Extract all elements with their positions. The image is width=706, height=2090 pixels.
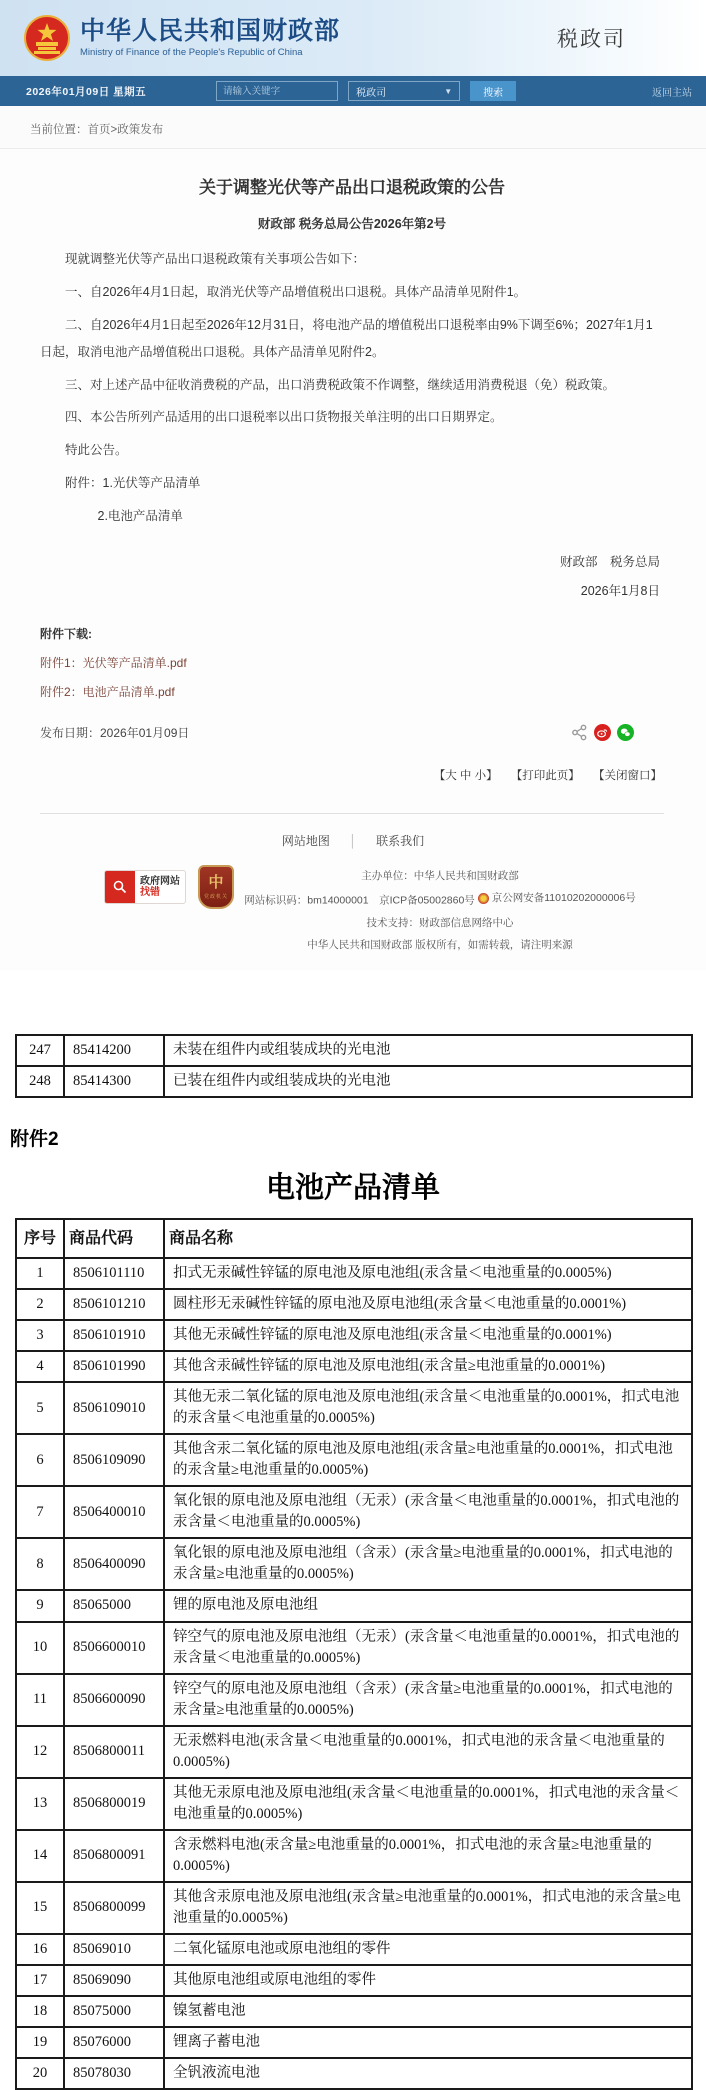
site-code-line: 网站标识码：bm14000001 京ICP备05002860号: [244, 894, 475, 907]
product-code: 85069010: [64, 1934, 164, 1965]
current-date: 2026年01月09日 星期五: [26, 85, 147, 98]
row-number: 2: [16, 1289, 64, 1320]
shield-badge-label: 党政机关: [203, 893, 228, 900]
product-code: 85414300: [64, 1066, 164, 1097]
share-icons: [571, 724, 664, 741]
footer-text: [234, 865, 646, 956]
table-row: [16, 1320, 692, 1351]
row-number: 7: [16, 1486, 64, 1538]
row-number: 20: [16, 2058, 64, 2089]
column-header: 商品名称: [164, 1219, 692, 1258]
table-row: [16, 1434, 692, 1486]
tech-support-line: 技术支持：财政部信息网络中心: [366, 916, 514, 929]
contact-link[interactable]: 联系我们: [376, 834, 425, 849]
table-row: [16, 2027, 692, 2058]
wechat-share-icon[interactable]: [617, 724, 634, 741]
search-input[interactable]: [216, 81, 338, 101]
footer-main: [0, 865, 706, 956]
product-code: 8506101210: [64, 1289, 164, 1320]
row-number: 12: [16, 1726, 64, 1778]
department-name: 税政司: [557, 28, 626, 51]
table-row: [16, 1351, 692, 1382]
footer-badges: [104, 865, 234, 909]
page-controls: [40, 767, 664, 783]
paragraph: 现就调整光伏等产品出口退税政策有关事项公告如下：: [65, 252, 366, 266]
product-code: 8506101110: [64, 1258, 164, 1289]
product-name: 含汞燃料电池(汞含量≥电池重量的0.0001%，扣式电池的汞含量≥电池重量的0.0005%): [164, 1830, 692, 1882]
row-number: 15: [16, 1882, 64, 1934]
product-code: 8506600010: [64, 1622, 164, 1674]
row-number: 13: [16, 1778, 64, 1830]
weibo-share-icon[interactable]: [594, 724, 611, 741]
table-row: [16, 1289, 692, 1320]
product-code: 8506400090: [64, 1538, 164, 1590]
row-number: 10: [16, 1622, 64, 1674]
issue-date: 2026年1月8日: [580, 583, 660, 598]
paragraph: 二、自2026年4月1日起至2026年12月31日，将电池产品的增值税出口退税率由9%下调至6%；2027年1月1日起，取消电池产品增值税出口退税。具体产品清单见附件2。: [40, 317, 653, 359]
row-number: 17: [16, 1965, 64, 1996]
search-scope-value: 税政司: [356, 87, 387, 99]
product-code: 8506109090: [64, 1434, 164, 1486]
row-number: 19: [16, 2027, 64, 2058]
product-name: 已装在组件内或组装成块的光电池: [164, 1066, 692, 1097]
product-name: 其他无汞碱性锌锰的原电池及原电池组(汞含量＜电池重量的0.0001%): [164, 1320, 692, 1351]
site-header: [0, 0, 706, 76]
product-name: 氧化银的原电池及原电池组（无汞）(汞含量＜电池重量的0.0001%，扣式电池的汞含量＜电池重量的0.0005%): [164, 1486, 692, 1538]
row-number: 4: [16, 1351, 64, 1382]
product-name: 其他原电池组或原电池组的零件: [164, 1965, 692, 1996]
breadcrumb-path[interactable]: 首页>政策发布: [87, 124, 164, 136]
table-row: [16, 2058, 692, 2089]
product-code: 8506400010: [64, 1486, 164, 1538]
attachment-download-heading: 附件下载:: [40, 627, 92, 642]
row-number: 1: [16, 1258, 64, 1289]
product-code: 85065000: [64, 1590, 164, 1621]
row-number: 8: [16, 1538, 64, 1590]
product-name: 二氧化锰原电池或原电池组的零件: [164, 1934, 692, 1965]
product-code: 85069090: [64, 1965, 164, 1996]
issuer-block: [40, 548, 664, 606]
breadcrumb-label: 当前位置：: [30, 124, 88, 136]
copyright-line: 中华人民共和国财政部 版权所有，如需转载，请注明来源: [307, 939, 573, 952]
row-number: 11: [16, 1674, 64, 1726]
row-number: 9: [16, 1590, 64, 1621]
product-name: 其他含汞原电池及原电池组(汞含量≥电池重量的0.0001%，扣式电池的汞含量≥电池重量的0.0005%): [164, 1882, 692, 1934]
navbar: [0, 76, 706, 106]
column-header: 序号: [16, 1219, 64, 1258]
footer: [0, 814, 706, 970]
product-name: 圆柱形无汞碱性锌锰的原电池及原电池组(汞含量＜电池重量的0.0001%): [164, 1289, 692, 1320]
attachment1-pdf-link[interactable]: 附件1：光伏等产品清单.pdf: [40, 656, 187, 671]
photovoltaic-products-table: [15, 1034, 693, 1098]
product-code: 8506600090: [64, 1674, 164, 1726]
separator: │: [349, 834, 357, 849]
police-registration-link[interactable]: 京公网安备11010202000006号: [491, 892, 636, 905]
share-icon[interactable]: [571, 724, 588, 741]
document-number: 财政部 税务总局公告2026年第2号: [257, 217, 447, 231]
row-number: 18: [16, 1996, 64, 2027]
print-page-control[interactable]: 【打印此页】: [510, 770, 580, 783]
product-name: 锂离子蓄电池: [164, 2027, 692, 2058]
product-name: 其他含汞碱性锌锰的原电池及原电池组(汞含量≥电池重量的0.0001%): [164, 1351, 692, 1382]
page-gap: [0, 970, 706, 1034]
attachment1-table-fragment: [0, 1034, 706, 2090]
find-error-badge-line2: 找错: [140, 887, 160, 899]
shield-emblem-icon: 中: [208, 873, 224, 891]
publish-row: [40, 724, 664, 741]
article-body: [40, 246, 664, 530]
table-row: [16, 1934, 692, 1965]
product-code: 8506800011: [64, 1726, 164, 1778]
product-code: 8506101910: [64, 1320, 164, 1351]
battery-products-table: [15, 1218, 693, 2090]
column-header: 商品代码: [64, 1219, 164, 1258]
site-subtitle: Ministry of Finance of the People's Republic of China: [80, 46, 303, 58]
row-number: 5: [16, 1382, 64, 1434]
product-code: 8506800019: [64, 1778, 164, 1830]
table-row: [16, 1882, 692, 1934]
sitemap-link[interactable]: 网站地图: [281, 834, 330, 849]
product-code: 8506800099: [64, 1882, 164, 1934]
product-code: 8506109010: [64, 1382, 164, 1434]
table-row: [16, 1066, 692, 1097]
table-row: [16, 1590, 692, 1621]
table-row: [16, 1486, 692, 1538]
paragraph: 特此公告。: [65, 443, 128, 458]
product-name: 扣式无汞碱性锌锰的原电池及原电池组(汞含量＜电池重量的0.0005%): [164, 1258, 692, 1289]
attachment2-title: 电池产品清单: [265, 1172, 440, 1205]
font-size-control[interactable]: 【大 中 小】: [433, 770, 498, 783]
publish-date: 发布日期：2026年01月09日: [40, 726, 190, 741]
product-name: 其他无汞二氧化锰的原电池及原电池组(汞含量＜电池重量的0.0001%，扣式电池的汞含量＜电池重量的0.0005%): [164, 1382, 692, 1434]
gov-site-find-error-badge[interactable]: [104, 870, 186, 904]
row-number: 247: [16, 1035, 64, 1066]
attachment2-heading: 附件2: [10, 1129, 59, 1151]
product-name: 氧化银的原电池及原电池组（含汞）(汞含量≥电池重量的0.0001%，扣式电池的汞含量≥电池重量的0.0005%): [164, 1538, 692, 1590]
row-number: 14: [16, 1830, 64, 1882]
article: [0, 149, 706, 814]
table-row: [16, 1258, 692, 1289]
table-header-row: [16, 1219, 692, 1258]
product-code: 85078030: [64, 2058, 164, 2089]
table-row: [16, 1965, 692, 1996]
product-name: 锌空气的原电池及原电池组（含汞）(汞含量≥电池重量的0.0001%，扣式电池的汞含量≥电池重量的0.0005%): [164, 1674, 692, 1726]
table-row: [16, 1830, 692, 1882]
row-number: 3: [16, 1320, 64, 1351]
product-name: 全钒液流电池: [164, 2058, 692, 2089]
table-row: [16, 1778, 692, 1830]
product-code: 8506800091: [64, 1830, 164, 1882]
product-name: 其他含汞二氧化锰的原电池及原电池组(汞含量≥电池重量的0.0001%，扣式电池的汞含量≥电池重量的0.0005%): [164, 1434, 692, 1486]
paragraph: 四、本公告所列产品适用的出口退税率以出口货物报关单注明的出口日期界定。: [65, 410, 503, 425]
product-name: 镍氢蓄电池: [164, 1996, 692, 2027]
row-number: 6: [16, 1434, 64, 1486]
product-code: 8506101990: [64, 1351, 164, 1382]
table-row: [16, 1996, 692, 2027]
product-code: 85414200: [64, 1035, 164, 1066]
issuer: 财政部 税务总局: [559, 554, 660, 569]
chevron-down-icon: ▼: [444, 86, 453, 96]
table-row: [16, 1622, 692, 1674]
table-row: [16, 1382, 692, 1434]
product-code: 85076000: [64, 2027, 164, 2058]
row-number: 16: [16, 1934, 64, 1965]
police-badge-icon: [478, 893, 489, 904]
search-button[interactable]: 搜索: [470, 81, 516, 101]
search-scope-select[interactable]: [348, 81, 460, 101]
search-group: [216, 81, 516, 101]
party-gov-shield-badge[interactable]: [198, 865, 234, 909]
product-code: 85075000: [64, 1996, 164, 2027]
page-title: 关于调整光伏等产品出口退税政策的公告: [199, 178, 505, 197]
attachment-note-1: 附件：1.光伏等产品清单: [65, 476, 201, 491]
table-row: [16, 1538, 692, 1590]
close-window-control[interactable]: 【关闭窗口】: [593, 770, 662, 783]
find-error-badge-line1: 政府网站: [140, 875, 180, 887]
product-name: 无汞燃料电池(汞含量＜电池重量的0.0001%，扣式电池的汞含量＜电池重量的0.0005%): [164, 1726, 692, 1778]
national-emblem-icon: [24, 15, 70, 61]
paragraph: 一、自2026年4月1日起，取消光伏等产品增值税出口退税。具体产品清单见附件1。: [65, 284, 527, 299]
product-name: 其他无汞原电池及原电池组(汞含量＜电池重量的0.0001%，扣式电池的汞含量＜电池重量的0.0005%): [164, 1778, 692, 1830]
attachment2-pdf-link[interactable]: 附件2：电池产品清单.pdf: [40, 685, 175, 700]
paragraph: 三、对上述产品中征收消费税的产品，出口消费税政策不作调整，继续适用消费税退（免）税政策。: [65, 377, 616, 392]
attachment-note-2: 2.电池产品清单: [97, 509, 183, 523]
organizer-line: 主办单位：中华人民共和国财政部: [361, 870, 519, 883]
footer-links: [0, 832, 706, 849]
breadcrumb: [0, 106, 706, 149]
row-number: 248: [16, 1066, 64, 1097]
table-row: [16, 1035, 692, 1066]
product-name: 锂的原电池及原电池组: [164, 1590, 692, 1621]
product-name: 未装在组件内或组装成块的光电池: [164, 1035, 692, 1066]
site-title: 中华人民共和国财政部: [80, 17, 341, 46]
back-to-main-site-link[interactable]: 返回主站: [652, 87, 692, 99]
table-row: [16, 1726, 692, 1778]
product-name: 锌空气的原电池及原电池组（无汞）(汞含量＜电池重量的0.0001%，扣式电池的汞含量＜电池重量的0.0005%): [164, 1622, 692, 1674]
magnifier-icon: [105, 871, 135, 903]
table-row: [16, 1674, 692, 1726]
